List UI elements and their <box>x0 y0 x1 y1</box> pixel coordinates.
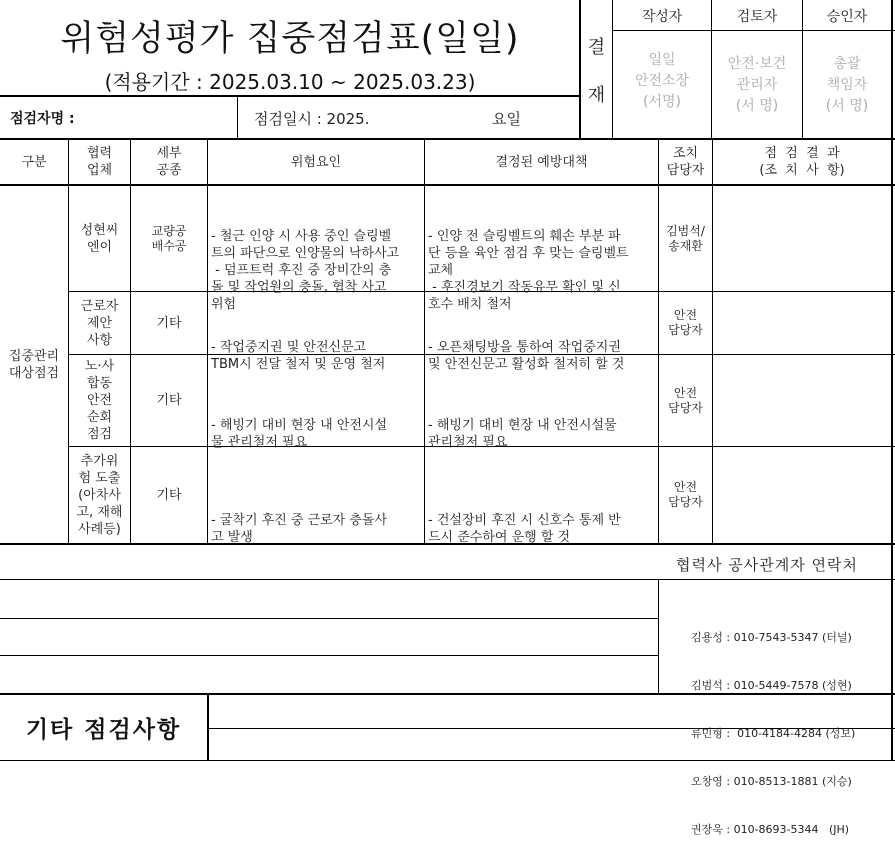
row2-partner: 근로자 제안 사항 <box>80 298 119 348</box>
inspection-date-label: 점검일시 : 2025. <box>254 110 370 128</box>
header-result: 점 검 결 과 (조 치 사 항) <box>759 146 845 178</box>
row1-hazard: - 철근 인양 시 사용 중인 슬링벨 트의 파단으로 인양물의 낙하사고 - 덤프트럭 후진 중 장비간의 충 돌 및 작업원의 충돌, 협착 사고 위험 <box>211 229 400 312</box>
row2-hazard: - 작업중지권 및 안전신문고 TBM시 전달 철저 및 운영 철저 <box>211 340 386 372</box>
author-sign-box[interactable]: 일일 안전소장 (서명) <box>634 52 690 110</box>
approver-sign-box[interactable]: 총괄 책임자 (서 명) <box>825 56 869 114</box>
approval-role-author: 작성자 <box>641 8 683 25</box>
weekday-label: 요일 <box>492 110 521 128</box>
row2-manager: 안전 담당자 <box>668 308 703 337</box>
approval-role-approver: 승인자 <box>826 8 868 25</box>
row2-measures: - 오픈채팅방을 통하여 작업중지권 및 안전신문고 활성화 철저히 할 것 <box>428 340 625 372</box>
row1-measures: - 인양 전 슬링벨트의 훼손 부분 파 단 등을 육안 점검 후 맞는 슬링벨트 교체 - 후진경보기 작동유무 확인 및 신 호수 배치 철저 <box>428 229 629 312</box>
row4-manager: 안전 담당자 <box>668 480 703 509</box>
period-text: (적용기간 : 2025.03.10 ~ 2025.03.23) <box>104 69 476 94</box>
contact-item: 류민형 : 010-4184-4284 (성보) <box>691 727 856 740</box>
other-checks-label: 기타 점검사항 <box>25 717 182 743</box>
contact-item: 권장욱 : 010-8693-5344 (JH) <box>691 823 850 836</box>
row3-partner: 노·사 합동 안전 순회 점검 <box>84 359 115 442</box>
category-cell: 집중관리 대상점검 <box>8 348 60 381</box>
row2-result-cell[interactable] <box>713 292 891 354</box>
approval-label-bottom: 재 <box>587 85 606 106</box>
row4-partner: 추가위 험 도출 (아차사 고, 재해 사례등) <box>76 453 123 537</box>
header-category: 구분 <box>21 154 47 170</box>
header-measures: 결정된 예방대책 <box>495 154 588 170</box>
row1-result-cell[interactable] <box>713 186 891 291</box>
row2-trade: 기타 <box>156 315 182 331</box>
row4-result-cell[interactable] <box>713 447 891 543</box>
memo-line-3[interactable] <box>0 656 658 693</box>
approval-label-top: 결 <box>587 37 606 58</box>
header-hazard: 위험요인 <box>290 154 342 170</box>
row4-measures: - 건설장비 후진 시 신호수 통제 반 드시 준수하여 운행 할 것 <box>428 513 621 545</box>
row1-manager: 김범석/ 송재환 <box>666 223 705 253</box>
contacts-title: 협력사 공사관계자 연락처 <box>676 556 858 574</box>
row4-trade: 기타 <box>156 487 182 503</box>
row3-measures: - 해빙기 대비 현장 내 안전시설물 관리철저 필요 <box>428 418 617 450</box>
contact-item: 김범석 : 010-5449-7578 (성현) <box>691 679 852 692</box>
contact-item: 김용성 : 010-7543-5347 (터널) <box>691 631 852 644</box>
row4-hazard: - 굴착기 후진 중 근로자 충돌사 고 발생 <box>211 513 388 545</box>
header-manager: 조치 담당자 <box>666 146 705 178</box>
inspector-label: 점검자명 : <box>10 111 75 127</box>
contact-item: 오창영 : 010-8513-1881 (지승) <box>691 775 852 788</box>
row3-manager: 안전 담당자 <box>668 385 703 415</box>
row3-hazard: - 해빙기 대비 현장 내 안전시설 물 관리철저 필요 <box>211 418 388 450</box>
memo-line-1[interactable] <box>0 580 658 618</box>
memo-line-2[interactable] <box>0 619 658 655</box>
row1-partner: 성현씨 엔이 <box>80 222 119 255</box>
header-partner: 협력 업체 <box>86 146 113 178</box>
approval-role-reviewer: 검토자 <box>736 8 778 25</box>
row1-trade: 교량공 배수공 <box>151 223 187 253</box>
other-checks-field-2[interactable] <box>209 729 891 760</box>
row3-result-cell[interactable] <box>713 355 891 446</box>
reviewer-sign-box[interactable]: 안전·보건 관리자 (서 명) <box>727 56 787 114</box>
row3-trade: 기타 <box>156 393 182 408</box>
page-title: 위험성평가 집중점검표(일일) <box>60 19 520 59</box>
header-trade: 세부 공종 <box>156 146 182 178</box>
other-checks-field-1[interactable] <box>209 695 891 728</box>
